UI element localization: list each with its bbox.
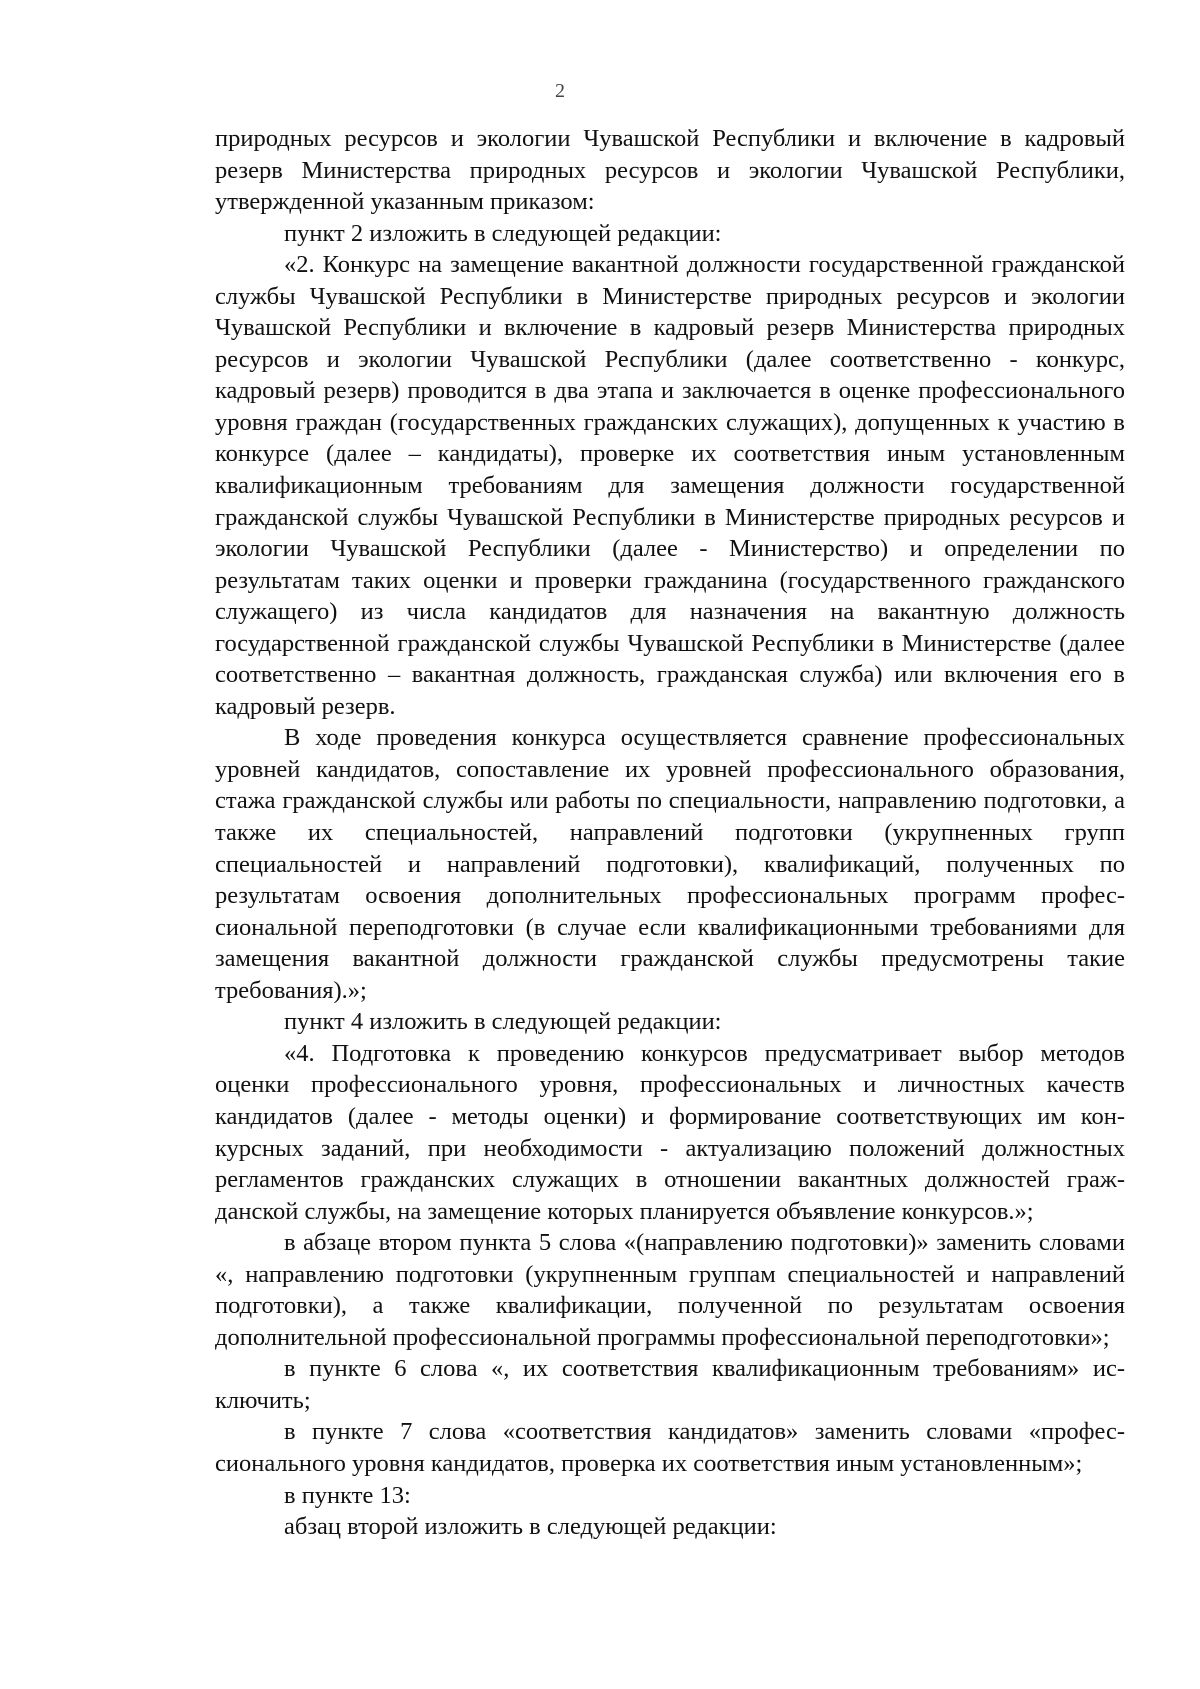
paragraph: В ходе проведения конкурса осуществляется сравнение профессиональных уровней кандидатов, сопоставление их уровней профессионального образования, стажа гражданской службы или работы по специальности, направлению подготовки, а также их специальностей, направлений подготовки (укрупненных групп специальностей и направлений подготовки), квалификаций, полученных по результатам освоения дополнительных профессиональных программ профессиональной переподготовки (в случае если квалификационными требованиями для замещения вакантной должности гражданской службы предусмотрены такие требования).»; [215, 724, 1125, 1004]
paragraph: в пункте 6 слова «, их соответствия квалификационным требованиям» исключить; [215, 1355, 1125, 1414]
paragraph: «4. Подготовка к проведению конкурсов предусматривает выбор методов оценки профессионального уровня, профессиональных и личностных качеств кандидатов (далее - методы оценки) и формирование соответствующих им конкурсных заданий, при необходимости - актуализацию положений должностных регламентов гражданских служащих в отношении вакантных должностей гражданской службы, на замещение которых планируется объявление конкурсов.»; [215, 1039, 1125, 1225]
paragraph: пункт 4 изложить в следующей редакции: [284, 1008, 722, 1036]
paragraph: в абзаце втором пункта 5 слова «(направлению подготовки)» заменить словами «, направлению подготовки (укрупненным группам специальностей и направлений подготовки), а также квалификации, полученной по результатам освоения дополнительной профессиональной программы профессиональной переподготовки»; [215, 1229, 1125, 1351]
paragraph: природных ресурсов и экологии Чувашской Республики и включение в кадровый резерв Министерства природных ресурсов и экологии Чувашской Республики, утвержденной указанным приказом: [215, 125, 1125, 216]
paragraph: в пункте 7 слова «соответствия кандидатов» заменить словами «профессионального уровня кандидатов, проверка их соответствия иным установленным»; [215, 1418, 1125, 1477]
page-number: 2 [555, 80, 565, 102]
paragraph: «2. Конкурс на замещение вакантной должности государственной гражданской службы Чувашской Республики в Министерстве природных ресурсов и экологии Чувашской Республики и включение в кадровый резерв Министерства природных ресурсов и экологии Чувашской Республики (далее соответственно - конкурс, кадровый резерв) проводится в два этапа и заключается в оценке профессионального уровня граждан (государственных гражданских служащих), допущенных к участию в конкурсе (далее – кандидаты), проверке их соответствия иным установленным квалификационным требованиям для замещения должности государственной гражданской службы Чувашской Республики в Министерстве природных ресурсов и экологии Чувашской Республики (далее - Министерство) и определении по результатам таких оценки и проверки гражданина (государственного гражданского служащего) из числа кандидатов для назначения на вакантную должность государственной гражданской службы Чувашской Республики в Министерстве (далее соответственно – вакантная должность, гражданская служба) или включения его в кадровый резерв. [215, 251, 1125, 720]
paragraph: пункт 2 изложить в следующей редакции: [284, 219, 722, 247]
document-body [215, 123, 1125, 1543]
paragraph: абзац второй изложить в следующей редакции: [284, 1513, 777, 1541]
paragraph: в пункте 13: [284, 1481, 411, 1509]
